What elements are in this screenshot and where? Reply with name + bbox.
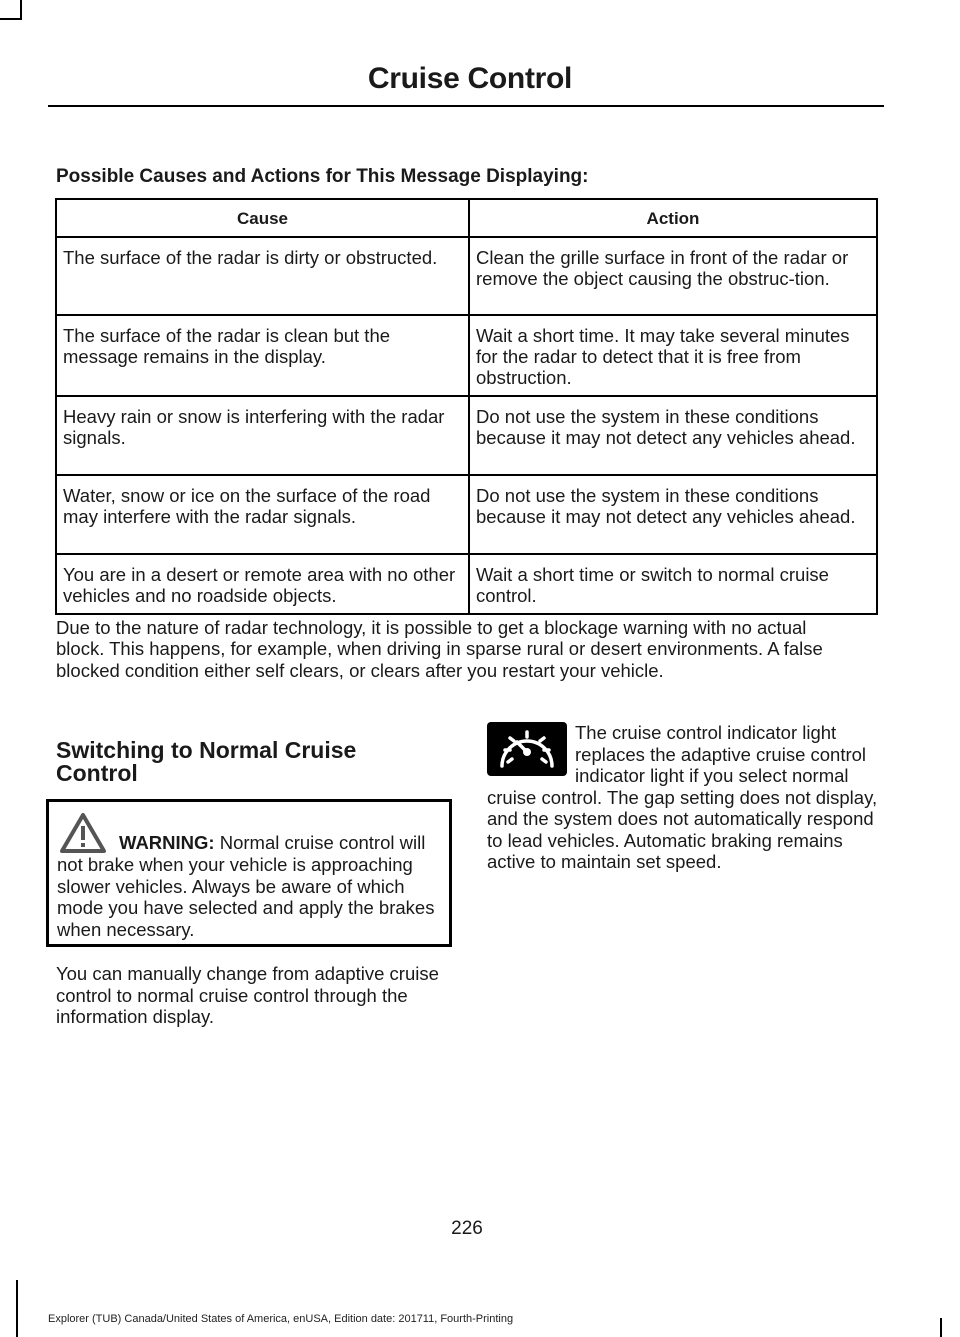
action-cell: Do not use the system in these conditions because it may not detect any vehicles ahead. <box>469 396 877 475</box>
table-header-row <box>56 199 877 237</box>
cause-cell: You are in a desert or remote area with no other vehicles and no roadside objects. <box>56 554 469 614</box>
cause-cell: Water, snow or ice on the surface of the road may interfere with the radar signals. <box>56 475 469 554</box>
crop-mark-bottom-right <box>940 1318 942 1337</box>
column-header-action: Action <box>469 199 877 237</box>
action-cell: Wait a short time. It may take several minutes for the radar to detect that it is free from obstruction. <box>469 315 877 396</box>
cause-cell: The surface of the radar is clean but the message remains in the display. <box>56 315 469 396</box>
header-divider <box>48 105 884 107</box>
column-header-cause: Cause <box>56 199 469 237</box>
warning-box <box>46 799 452 947</box>
table-row <box>56 237 877 315</box>
table-row <box>56 554 877 614</box>
table-row <box>56 475 877 554</box>
warning-body: Normal cruise control will not brake when your vehicle is approaching slower vehicles. Always be aware of which mode you have selected and apply the brakes when necessary. <box>57 832 435 941</box>
manual-change-paragraph: You can manually change from adaptive cruise control to normal cruise control through the information display. <box>56 963 439 1027</box>
action-cell: Do not use the system in these conditions because it may not detect any vehicles ahead. <box>469 475 877 554</box>
crop-mark-top-left <box>20 0 22 18</box>
action-cell: Clean the grille surface in front of the radar or remove the object causing the obstruc-tion. <box>469 237 877 315</box>
warning-text <box>57 832 447 941</box>
page-title: Cruise Control <box>367 62 573 95</box>
radar-blockage-paragraph: Due to the nature of radar technology, it is possible to get a blockage warning with no actual block. This happens, for example, when driving in sparse rural or desert environments. A false blocked condition either self clears, or clears after you restart your vehicle. <box>56 617 823 681</box>
action-cell: Wait a short time or switch to normal cruise control. <box>469 554 877 614</box>
indicator-paragraph: The cruise control indicator light replaces the adaptive cruise control indicator light if you select normal cruise control. The gap setting does not display, and the system does not automatically respond to lead vehicles. Automatic braking remains active to maintain set speed. <box>487 722 878 872</box>
cause-cell: Heavy rain or snow is interfering with the radar signals. <box>56 396 469 475</box>
footer-edition: Explorer (TUB) Canada/United States of America, enUSA, Edition date: 201711, Fourth-Printing <box>48 1313 514 1325</box>
table-row <box>56 315 877 396</box>
warning-label: WARNING: <box>119 832 215 853</box>
crop-mark-top-left-h <box>0 18 22 20</box>
icon-spacer <box>487 722 575 786</box>
indicator-paragraph-container <box>487 722 883 873</box>
causes-actions-table <box>55 198 878 615</box>
crop-mark-bottom-left <box>16 1280 18 1337</box>
page-number: 226 <box>451 1218 483 1239</box>
subsection-heading: Switching to Normal Cruise Control <box>56 737 357 786</box>
table-row <box>56 396 877 475</box>
cause-cell: The surface of the radar is dirty or obstructed. <box>56 237 469 315</box>
section-heading: Possible Causes and Actions for This Message Displaying: <box>56 166 589 187</box>
